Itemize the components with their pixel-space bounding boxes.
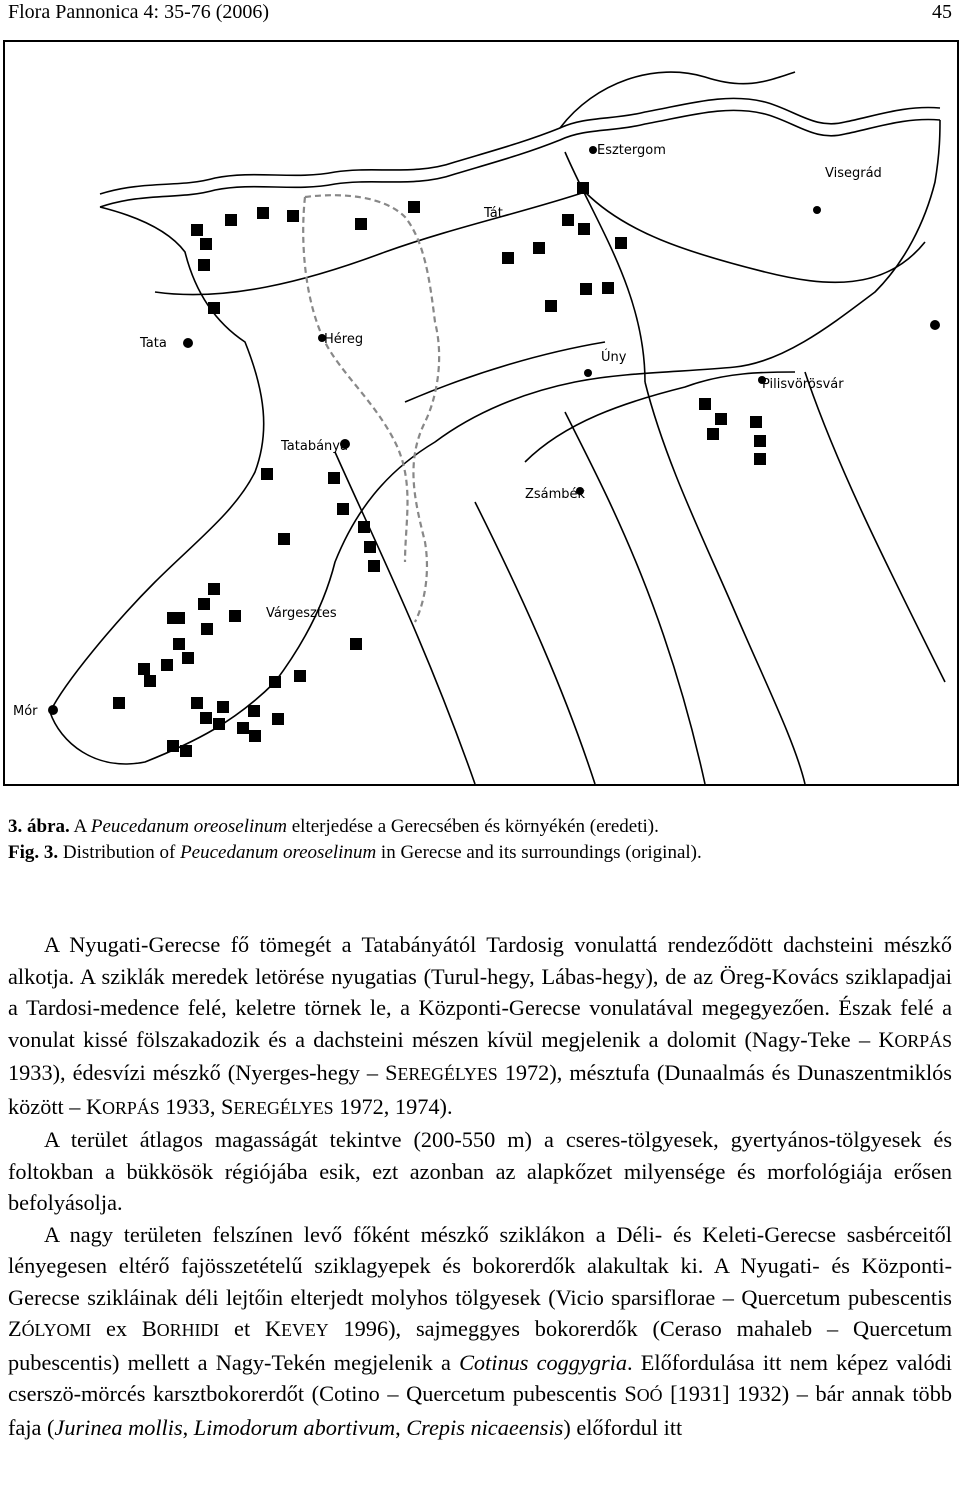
body-text [8, 929, 952, 1443]
journal-citation: Flora Pannonica 4: 35-76 (2006) [8, 1, 270, 23]
paragraph-3: A nagy területen felszínen levő főként mészkő sziklákon a Déli- és Keleti-Gerecse sasbérceitől lényegesen eltérő fajösszetételű sziklagyepek és bokorerdők alakultak ki. A Nyugati- és Központi-Gerecse szikláinak déli lejtőin elterjedt molyhos tölgyesek (Vicio sparsiflorae – Quercetum pubescentis ZÓLYOMI ex BORHIDI et KEVEY 1996), sajmeggyes bokorerdők (Ceraso mahaleb – Quercetum pubescentis) mellett a Nagy-Tekén megjelenik a Cotinus coggygria. Előfordulása itt nem képez valódi cserszö-mörcés karsztbokorerdőt (Cotino – Quercetum pubescentis SOÓ [1931] 1932) – bár annak több faja (Jurinea mollis, Limodorum abortivum, Crepis nicaeensis) előfordul itt [8, 1221, 953, 1440]
map-label-tatabanya: Tatabánya [281, 439, 348, 454]
species-cotinus: Cotinus coggygria [459, 1349, 628, 1375]
species-crepis: Crepis nicaeensis [406, 1414, 564, 1440]
dashed-boundary [303, 197, 407, 562]
river [335, 452, 475, 784]
map-label-pilisvorosvar: Pilisvörösvár [762, 377, 844, 392]
danube-river-north-bank [100, 98, 940, 194]
road [585, 192, 925, 282]
page-number: 45 [932, 1, 952, 23]
river [645, 382, 805, 784]
road [155, 192, 585, 295]
map-label-esztergom: Esztergom [597, 143, 666, 158]
paragraph-1: A Nyugati-Gerecse fő tömegét a Tatabányától Tardosig vonulattá rendeződött dachsteini mészkő alkotja. A sziklák meredek letörése nyugatias (Turul-hegy, Lábas-hegy), de az Öreg-Kovács sziklapadjai a Tardosi-medence felé, keletre törnek le, a Központi-Gerecse vonulatával megegyezően. Észak felé a vonulat kissé fölszakadozik és a dachsteini mészen kívül megjelenik a dolomit (Nagy-Teke – KORPÁS 1933), édesvízi mészkő (Nyerges-hegy – SEREGÉLYES 1972), mésztufa (Dunaalmás és Dunaszentmiklós között – KORPÁS 1933, SEREGÉLYES 1972, 1974). [8, 932, 953, 1119]
map-label-tata: Tata [140, 336, 167, 351]
species-limodorum: Limodorum abortivum [193, 1414, 396, 1440]
river [475, 502, 595, 784]
map-canvas [5, 42, 957, 784]
map-label-tat: Tát [484, 206, 503, 221]
river [565, 412, 705, 784]
species-jurinea: Jurinea mollis [54, 1414, 183, 1440]
dashed-boundary [305, 195, 439, 622]
river [805, 372, 945, 682]
caption-number-hu: 3. ábra. [8, 816, 70, 837]
map-label-hereg: Héreg [324, 332, 364, 347]
caption-species-en: Peucedanum oreoselinum [180, 842, 377, 863]
figure-caption-hungarian: 3. ábra. A Peucedanum oreoselinum elterjedése a Gerecsében és környékén (eredeti). [8, 816, 659, 837]
map-label-vargesztes: Várgesztes [266, 606, 337, 621]
map-label-uny: Úny [601, 350, 627, 365]
figure-caption-english: Fig. 3. Distribution of Peucedanum oreoselinum in Gerecse and its surroundings (original). [8, 842, 702, 863]
danube-river-south-bank [100, 110, 940, 207]
map-label-mor: Mór [13, 704, 38, 719]
caption-species-hu: Peucedanum oreoselinum [90, 816, 287, 837]
distribution-map [3, 40, 959, 786]
road [405, 342, 605, 402]
caption-number-en: Fig. 3. [8, 842, 59, 863]
running-header [8, 0, 952, 24]
paragraph-2: A terület átlagos magasságát tekintve (200-550 m) a cseres-tölgyesek, gyertyános-tölgyesek és foltokban a bükkösök régiójába esik, ezt azonban az alapkőzet milyensége és morfológiája erősen befolyásolja. [8, 1127, 952, 1215]
map-label-visegrad: Visegrád [825, 166, 882, 181]
map-label-zsambek: Zsámbék [525, 487, 586, 502]
